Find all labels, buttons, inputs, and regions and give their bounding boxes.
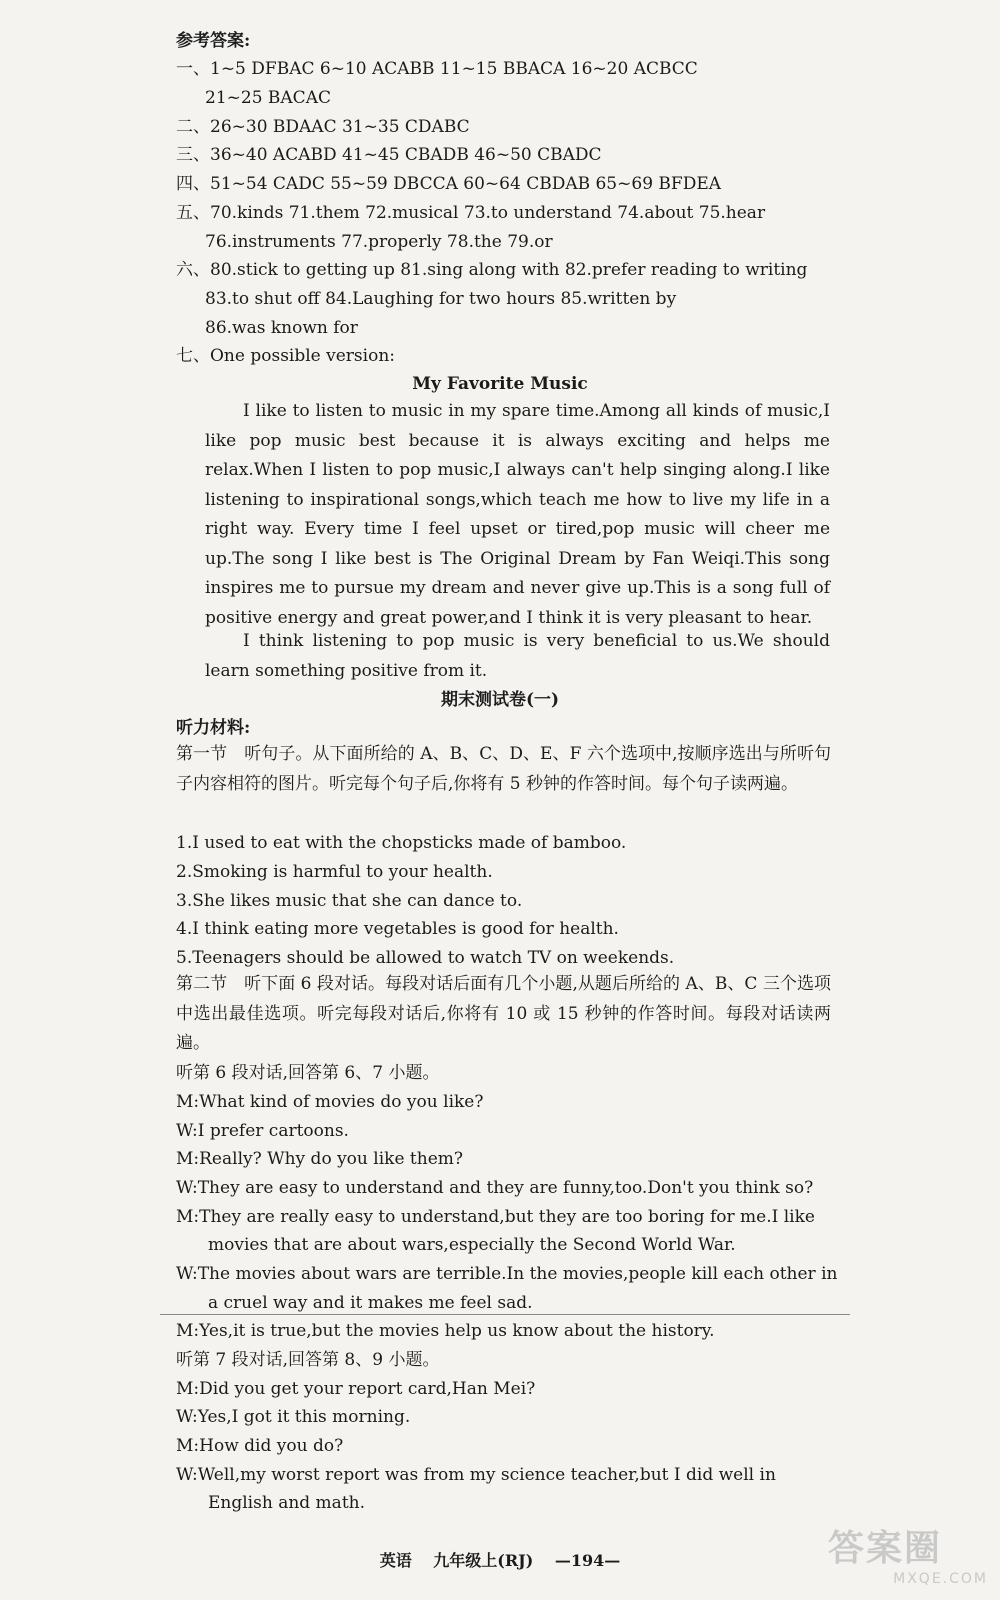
listening-material-label: 听力材料: <box>176 718 251 738</box>
test-title: 期末测试卷(一) <box>440 690 560 710</box>
dialog-line: English and math. <box>208 1493 366 1513</box>
dialog-line: W:They are easy to understand and they are funny,too.Don't you think so? <box>176 1178 814 1198</box>
watermark-logo <box>828 1520 988 1592</box>
divider <box>160 1314 850 1315</box>
answer-line: 一、1~5 DFBAC 6~10 ACABB 11~15 BBACA 16~20 ACBCC <box>176 59 698 79</box>
dialog-line: a cruel way and it makes me feel sad. <box>208 1293 533 1313</box>
answer-line: 三、36~40 ACABD 41~45 CBADB 46~50 CBADC <box>176 145 602 165</box>
dialog-line: M:How did you do? <box>176 1436 344 1456</box>
listening-sentence: 3.She likes music that she can dance to. <box>176 891 523 911</box>
answer-line: 七、One possible version: <box>176 346 395 366</box>
listening-sentence: 4.I think eating more vegetables is good for health. <box>176 919 619 939</box>
dialog-line: M:Did you get your report card,Han Mei? <box>176 1379 536 1399</box>
answer-line: 五、70.kinds 71.them 72.musical 73.to understand 74.about 75.hear <box>176 203 766 223</box>
answers-title: 参考答案: <box>176 31 251 51</box>
footer-grade: 九年级上(RJ) <box>433 1551 534 1570</box>
section-2-instructions: 第二节 听下面 6 段对话。每段对话后面有几个小题,从题后所给的 A、B、C 三个选项中选出最佳选项。听完每段对话后,你将有 10 或 15 秒钟的作答时间。每段对话读两遍。 <box>176 974 831 1053</box>
answer-line: 86.was known for <box>205 318 358 338</box>
answer-line: 76.instruments 77.properly 78.the 79.or <box>205 232 553 252</box>
dialog-line: M:Really? Why do you like them? <box>176 1149 463 1169</box>
dialog-7-label: 听第 7 段对话,回答第 8、9 小题。 <box>176 1350 440 1370</box>
dialog-line: M:Yes,it is true,but the movies help us know about the history. <box>176 1321 715 1341</box>
dialog-line: M:What kind of movies do you like? <box>176 1092 484 1112</box>
dialog-line: W:The movies about wars are terrible.In the movies,people kill each other in <box>176 1264 838 1284</box>
watermark-text: 答案圈 <box>828 1528 943 1569</box>
essay-title: My Favorite Music <box>412 374 588 394</box>
watermark-url: MXQE.COM <box>893 1571 988 1587</box>
answer-line: 六、80.stick to getting up 81.sing along with 82.prefer reading to writing <box>176 260 808 280</box>
section-1-instructions: 第一节 听句子。从下面所给的 A、B、C、D、E、F 六个选项中,按顺序选出与所听句子内容相符的图片。听完每个句子后,你将有 5 秒钟的作答时间。每个句子读两遍。 <box>176 744 831 794</box>
dialog-line: movies that are about wars,especially the Second World War. <box>208 1235 736 1255</box>
listening-sentence: 1.I used to eat with the chopsticks made of bamboo. <box>176 833 627 853</box>
dialog-line: W:I prefer cartoons. <box>176 1121 349 1141</box>
answer-line: 21~25 BACAC <box>205 88 331 108</box>
dialog-line: W:Yes,I got it this morning. <box>176 1407 411 1427</box>
dialog-line: M:They are really easy to understand,but they are too boring for me.I like <box>176 1207 815 1227</box>
dialog-6-label: 听第 6 段对话,回答第 6、7 小题。 <box>176 1063 440 1083</box>
listening-sentence: 2.Smoking is harmful to your health. <box>176 862 493 882</box>
answer-line: 四、51~54 CADC 55~59 DBCCA 60~64 CBDAB 65~69 BFDEA <box>176 174 722 194</box>
footer-page-number: —194— <box>554 1551 621 1570</box>
essay-paragraph-2: I think listening to pop music is very beneficial to us.We should learn something positive from it. <box>205 631 830 681</box>
answer-line: 二、26~30 BDAAC 31~35 CDABC <box>176 117 470 137</box>
footer-subject: 英语 <box>379 1551 412 1570</box>
answer-line: 83.to shut off 84.Laughing for two hours 85.written by <box>205 289 677 309</box>
dialog-line: W:Well,my worst report was from my science teacher,but I did well in <box>176 1465 776 1485</box>
essay-paragraph-1: I like to listen to music in my spare time.Among all kinds of music,I like pop music best because it is always exciting and helps me relax.When I listen to pop music,I always can't help singing along.I like listening to inspirational songs,which teach me how to live my life in a right way. Every time I feel upset or tired,pop music will cheer me up.The song I like best is The Original Dream by Fan Weiqi.This song inspires me to pursue my dream and never give up.This is a song full of positive energy and great power,and I think it is very pleasant to hear. <box>205 401 830 628</box>
listening-sentence: 5.Teenagers should be allowed to watch TV on weekends. <box>176 948 675 968</box>
